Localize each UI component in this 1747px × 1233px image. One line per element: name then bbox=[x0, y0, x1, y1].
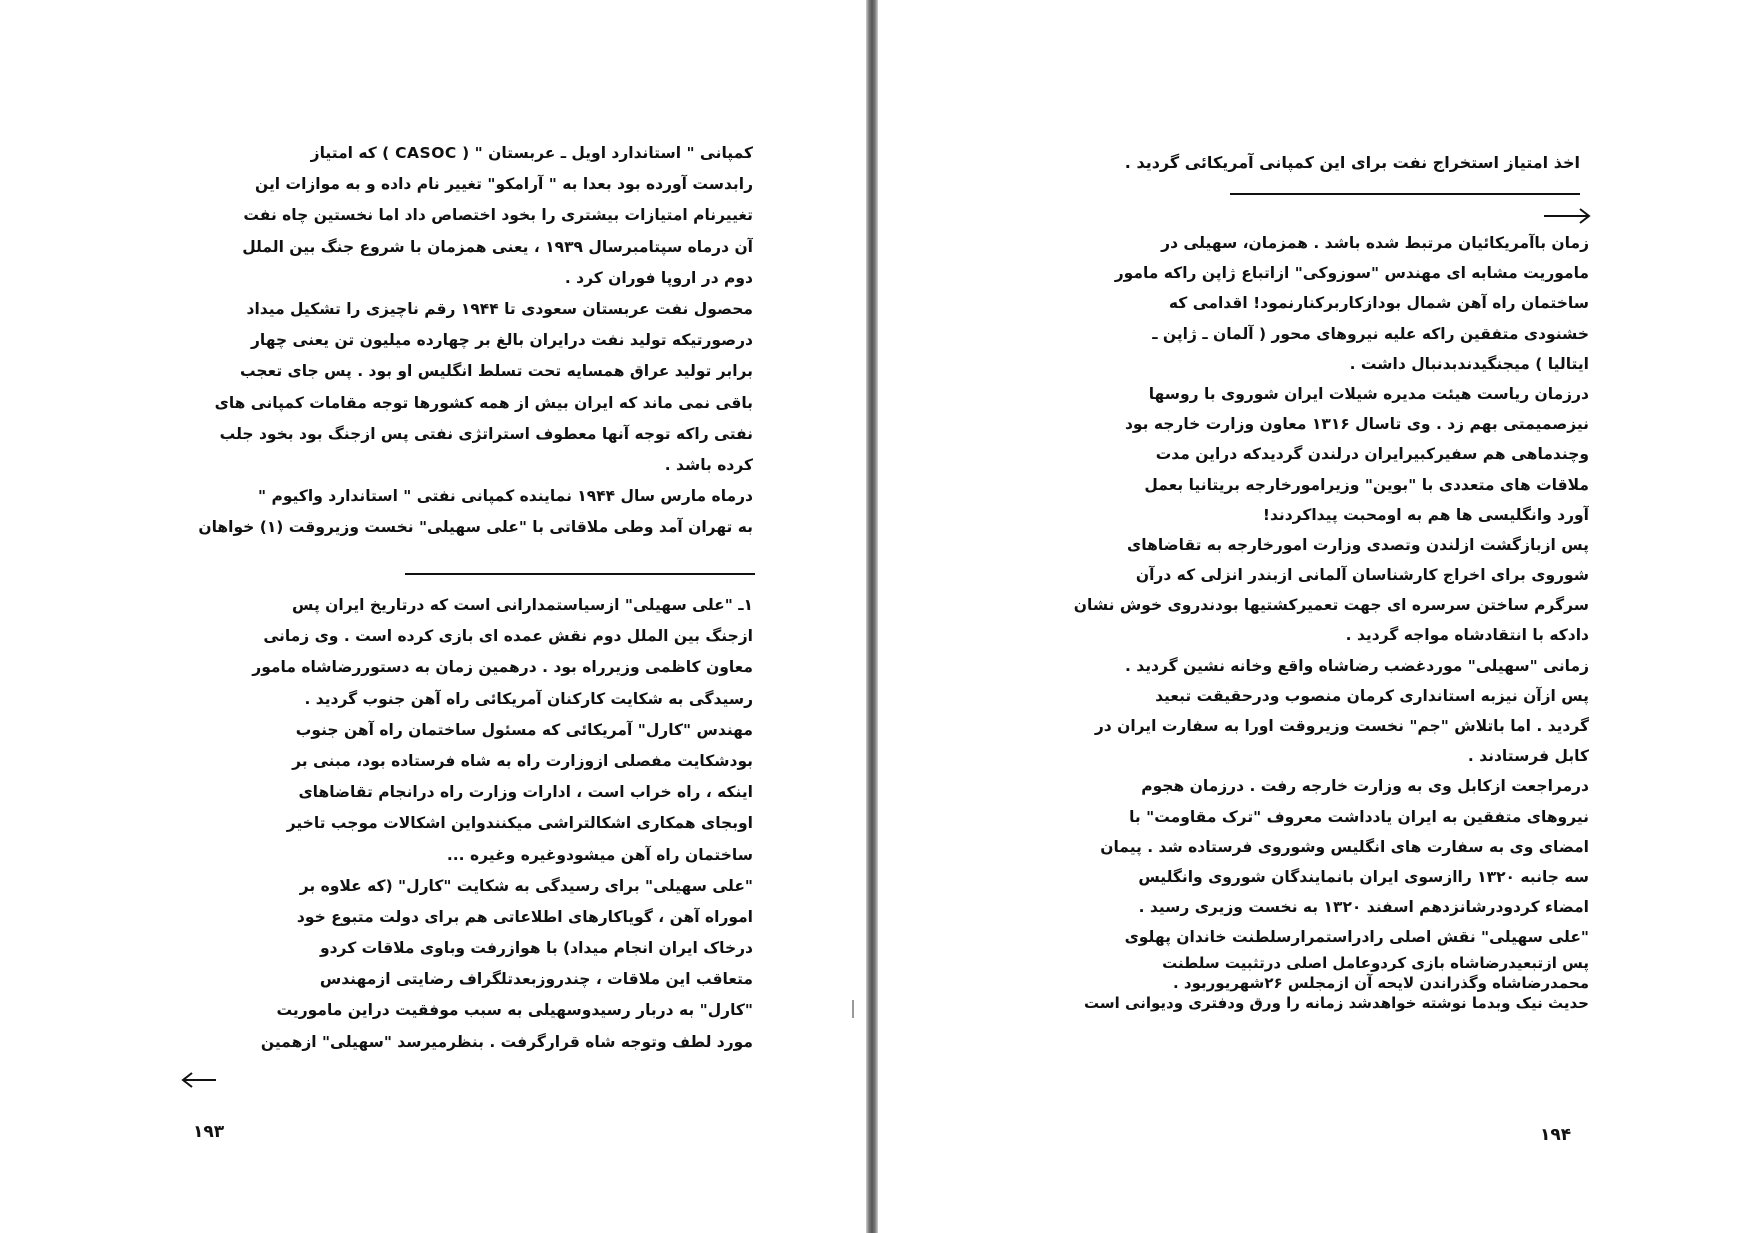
right-page-body bbox=[1023, 228, 1589, 1013]
page-number: ۱۹۳ bbox=[193, 1122, 225, 1142]
text-line: پس ازبازگشت ازلندن وتصدی وزارت امورخارجه به تقاضاهای bbox=[1127, 535, 1589, 554]
text-line: بودشکایت مفصلی ازوزارت راه به شاه فرستاده بود، مبنی بر bbox=[292, 751, 753, 770]
text-line: باقی نمی ماند که ایران بیش از همه کشورها توجه مقامات کمپانی های bbox=[214, 393, 753, 412]
carryover-heading bbox=[1100, 148, 1580, 178]
text-line: تغییرنام امتیازات بیشتری را بخود اختصاص داد اما نخستین چاه نفت bbox=[243, 206, 753, 225]
text-line: کرده باشد . bbox=[664, 455, 753, 474]
text-line: نیزصمیمتی بهم زد . وی تاسال ۱۳۱۶ معاون وزارت خارجه بود bbox=[1124, 415, 1589, 434]
continuation-arrow-icon bbox=[1542, 206, 1592, 226]
footnote-paragraph bbox=[1023, 530, 1589, 651]
text-line: گردید . اما باتلاش "جم" نخست وزیروقت اورا به سفارت ایران در bbox=[1094, 717, 1589, 735]
footnote-paragraph bbox=[183, 715, 753, 871]
text-line: امضاء کردودرشانزدهم اسفند ۱۳۲۰ به نخست وزیری رسید . bbox=[1138, 898, 1589, 917]
text-line: زمانی "سهیلی" موردغضب رضاشاه واقع وخانه نشین گردید . bbox=[1124, 656, 1589, 675]
text-line: ساختمان راه آهن میشودوغیره وغیره ... bbox=[446, 845, 753, 864]
footnote-paragraph bbox=[1023, 651, 1589, 772]
text-line: محصول نفت عربستان سعودی تا ۱۹۴۴ رقم ناچیزی را تشکیل میداد bbox=[246, 299, 753, 318]
page-edge-mark bbox=[852, 1000, 854, 1018]
text-line: اموراه آهن ، گویاکارهای اطلاعاتی هم برای دولت متبوع خود bbox=[296, 907, 753, 926]
book-gutter bbox=[866, 0, 878, 1233]
text-line: کمپانی " استاندارد اویل ـ عربستان " ( CASOC ) که امتیاز bbox=[310, 144, 753, 162]
text-line: پس ازآن نیزبه استانداری کرمان منصوب ودرحقیقت تبعید bbox=[1155, 686, 1589, 705]
text-line: سرگرم ساختن سرسره ای جهت تعمیرکشتیها بودندروی خوش نشان bbox=[1073, 596, 1589, 615]
left-page bbox=[0, 0, 868, 1233]
text-line: برابر تولید عراق همسایه تحت تسلط انگلیس او بود . پس جای تعجب bbox=[239, 362, 753, 381]
text-line: ملاقات های متعددی با "بوین" وزیرامورخارجه بریتانیا بعمل bbox=[1144, 475, 1589, 494]
text-line: نفتی راکه توجه آنها معطوف استراتژی نفتی پس ازجنگ بود بخود جلب bbox=[219, 424, 753, 443]
text-line: دوم در اروپا فوران کرد . bbox=[564, 268, 753, 287]
carryover-line: اخذ امتیاز استخراج نفت برای این کمپانی آمریکائی گردید . bbox=[1124, 153, 1580, 172]
continuation-arrow-icon bbox=[180, 1070, 218, 1090]
text-line: معاون کاظمی وزیرراه بود . درهمین زمان به دستوررضاشاه مامور bbox=[252, 658, 753, 677]
text-line: "علی سهیلی" برای رسیدگی به شکایت "کارل" (که علاوه بر bbox=[299, 876, 753, 895]
text-line: اوبجای همکاری اشکالتراشی میکنندواین اشکالات موجب تاخیر bbox=[286, 814, 753, 833]
text-line: امضای وی به سفارت های انگلیس وشوروی فرستاده شد . پیمان bbox=[1100, 837, 1589, 856]
text-line: به تهران آمد وطی ملاقاتی با "علی سهیلی" نخست وزیروقت (۱) خواهان bbox=[198, 518, 753, 537]
text-line: مورد لطف وتوجه شاه قرارگرفت . بنظرمیرسد "سهیلی" ازهمین bbox=[260, 1032, 753, 1051]
text-line: آن درماه سپتامبرسال ۱۹۳۹ ، یعنی همزمان با شروع جنگ بین الملل bbox=[242, 237, 753, 256]
footnote-paragraph bbox=[183, 871, 753, 1058]
text-line: زمان باآمریکائیان مرتبط شده باشد . همزمان، سهیلی در bbox=[1161, 234, 1589, 252]
text-line: شوروی برای اخراج کارشناسان آلمانی ازبندر انزلی که درآن bbox=[1135, 566, 1589, 585]
text-line: درمراجعت ازکابل وی به وزارت خارجه رفت . درزمان هجوم bbox=[1141, 777, 1589, 796]
text-line: ساختمان راه آهن شمال بودازکاربرکنارنمود! اقدامی که bbox=[1168, 294, 1589, 313]
text-line: خشنودی متفقین راکه علیه نیروهای محور ( آلمان ـ ژاپن ـ bbox=[1152, 324, 1589, 343]
text-line: درخاک ایران انجام میداد) با هوازرفت وباوی ملاقات کردو bbox=[319, 939, 753, 958]
text-line: متعاقب این ملاقات ، چندروزبعدتلگراف رضایتی ازمهندس bbox=[319, 970, 753, 989]
text-line: کابل فرستادند . bbox=[1467, 747, 1589, 766]
text-line: ماموریت مشابه ای مهندس "سوزوکی" ازاتباع ژاپن راکه مامور bbox=[1114, 264, 1589, 283]
text-line: درزمان ریاست هیئت مدیره شیلات ایران شوروی با روسها bbox=[1148, 384, 1589, 403]
text-line: پس ازتبعیدرضاشاه بازی کردوعامل اصلی درتثبیت سلطنت bbox=[1162, 953, 1589, 972]
paragraph bbox=[183, 481, 753, 543]
paragraph bbox=[183, 294, 753, 481]
footnote-separator bbox=[405, 573, 755, 575]
footnote-paragraph bbox=[1023, 379, 1589, 530]
text-line: مهندس "کارل" آمریکائی که مسئول ساختمان راه آهن جنوب bbox=[295, 720, 753, 739]
footnote-paragraph bbox=[183, 590, 753, 715]
page-number: ۱۹۴ bbox=[1540, 1125, 1572, 1145]
text-line: درصورتیکه تولید نفت درایران بالغ بر چهارده میلیون تن یعنی چهار bbox=[250, 331, 753, 350]
text-line: محمدرضاشاه وگذراندن لایحه آن ازمجلس ۲۶شهریوربود . bbox=[1173, 973, 1589, 992]
text-line: ۱ـ "علی سهیلی" ازسیاستمدارانی است که درتاریخ ایران پس bbox=[292, 596, 753, 614]
text-line: رابدست آورده بود بعدا به " آرامکو" تغییر نام داده و به موازات این bbox=[255, 175, 753, 194]
text-line: ازجنگ بین الملل دوم نقش عمده ای بازی کرده است . وی زمانی bbox=[263, 627, 753, 646]
text-line: رسیدگی به شکایت کارکنان آمریکائی راه آهن جنوب گردید . bbox=[304, 689, 753, 708]
text-line: سه جانبه ۱۳۲۰ راازسوی ایران بانمایندگان شوروی وانگلیس bbox=[1138, 867, 1589, 886]
heading-underline bbox=[1230, 193, 1580, 195]
poem-line: حدیث نیک وبدما نوشته خواهدشد زمانه را ورق ودفتری ودیوانی است bbox=[1084, 993, 1589, 1012]
text-line: نیروهای متفقین به ایران یادداشت معروف "ترک مقاومت" با bbox=[1129, 807, 1589, 826]
text-line: "کارل" به دربار رسیدوسهیلی به سبب موفقیت دراین ماموریت bbox=[276, 1001, 753, 1020]
text-line: ایتالیا ) میجنگیدندبدنبال داشت . bbox=[1349, 354, 1589, 373]
paragraph bbox=[183, 138, 753, 294]
text-line: وچندماهی هم سفیرکبیرایران درلندن گردیدکه دراین مدت bbox=[1155, 445, 1589, 464]
left-page-body bbox=[183, 138, 753, 543]
text-line: آورد وانگلیسی ها هم به اومحبت پیداکردند! bbox=[1262, 505, 1589, 524]
text-line: دادکه با انتقادشاه مواجه گردید . bbox=[1345, 626, 1589, 645]
left-page-footnotes bbox=[183, 590, 753, 1058]
footnote-paragraph bbox=[1023, 228, 1589, 379]
footnote-paragraph bbox=[1023, 922, 1589, 1012]
text-line: "علی سهیلی" نقش اصلی رادراستمرارسلطنت خاندان پهلوی bbox=[1124, 928, 1589, 947]
text-line: درماه مارس سال ۱۹۴۴ نماینده کمپانی نفتی " استاندارد واکیوم " bbox=[258, 487, 753, 506]
footnote-paragraph bbox=[1023, 771, 1589, 922]
text-line: اینکه ، راه خراب است ، ادارات وزارت راه درانجام تقاضاهای bbox=[298, 783, 753, 802]
